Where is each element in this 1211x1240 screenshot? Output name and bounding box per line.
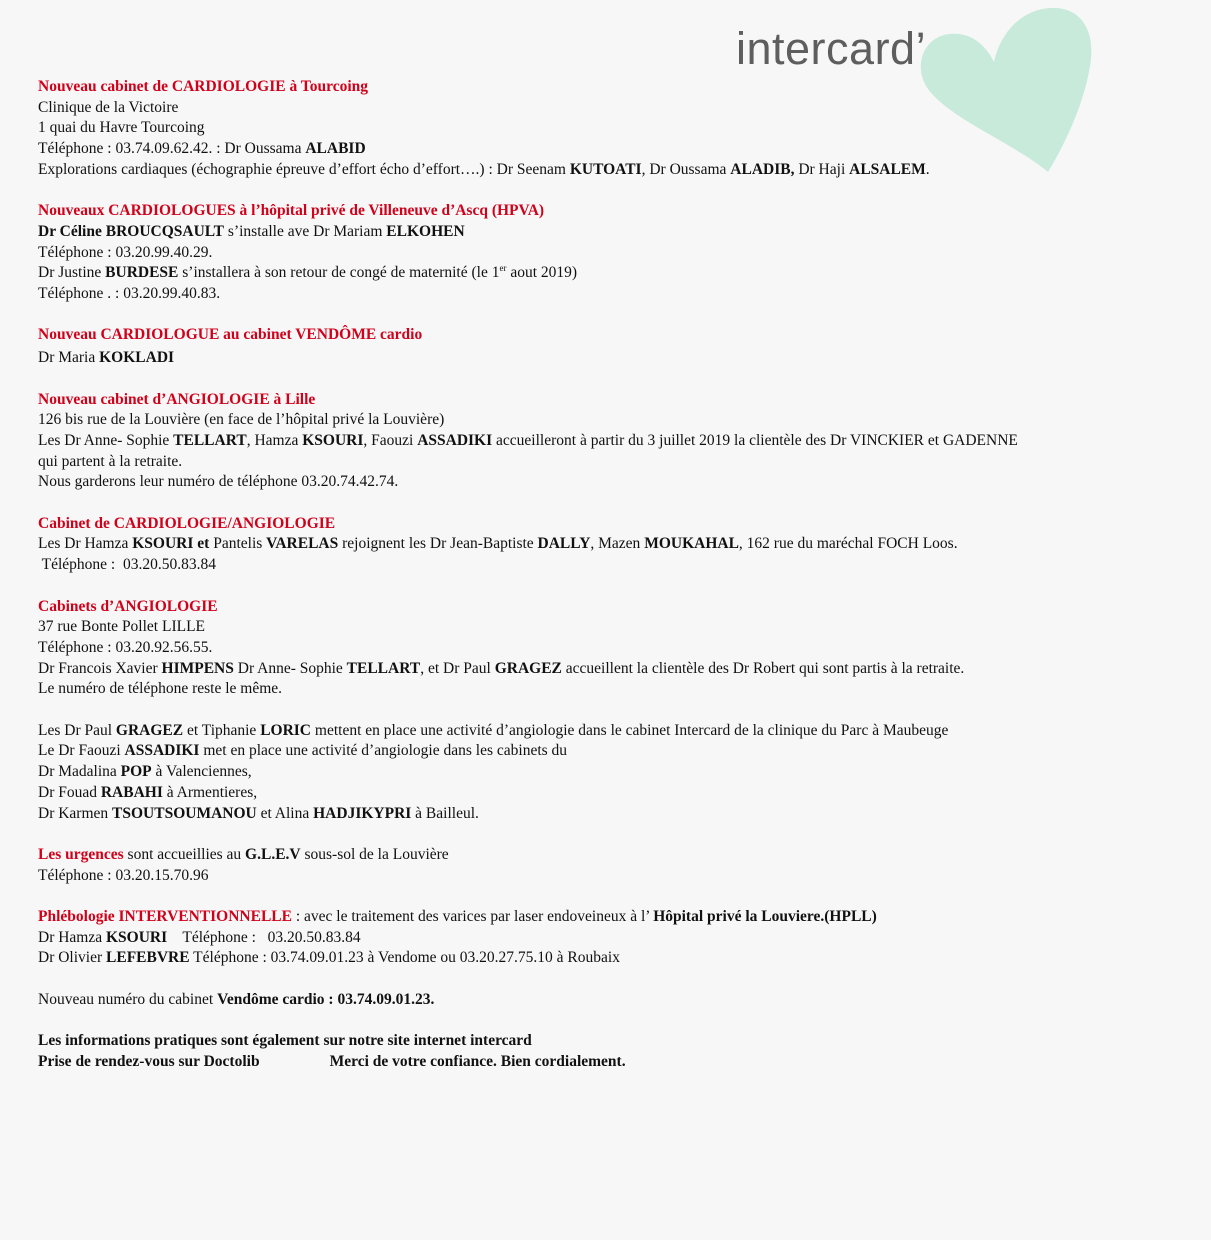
footer-text: Les informations pratiques sont également sur notre site internet intercard — [38, 1032, 532, 1050]
doctor-name: ALABID — [305, 140, 366, 158]
text: à Armentieres, — [162, 783, 258, 801]
text: Téléphone : 03.74.09.62.42. : Dr Oussama — [38, 140, 306, 158]
text: Explorations cardiaques (échographie épreuve d’effort écho d’effort….) : Dr Seenam — [38, 160, 570, 178]
announcement-document — [38, 77, 1158, 1093]
doctor-name: KSOURI et — [132, 535, 210, 553]
text-line: Téléphone : 03.20.99.40.29. — [38, 243, 213, 261]
text: Dr Madalina — [38, 763, 121, 781]
doctor-name: BURDESE — [105, 264, 179, 282]
section-angiology-activities — [38, 721, 1158, 825]
text: aout 2019) — [506, 264, 578, 282]
text: Dr Francois Xavier — [38, 659, 162, 677]
doctor-name: DALLY — [537, 535, 591, 553]
text: et Tiphanie — [183, 721, 261, 739]
text: accueilleront à partir du 3 juillet 2019 la clientèle des Dr VINCKIER et GADENNE — [492, 431, 1018, 449]
text-line — [38, 804, 1158, 825]
footer-line — [38, 1052, 1158, 1073]
doctor-name: ASSADIKI — [417, 431, 493, 449]
text-line — [38, 222, 1158, 243]
section-cardio-angio-loos — [38, 514, 1158, 576]
text: Les Dr Anne- Sophie — [38, 431, 174, 449]
doctor-name: TSOUTSOUMANOU — [112, 804, 257, 822]
text: met en place une activité d’angiologie dans les cabinets du — [199, 742, 568, 760]
doctor-name: Dr Céline BROUCQSAULT — [38, 222, 225, 240]
text: Dr Olivier — [38, 949, 107, 967]
text: sont accueillies au — [123, 845, 246, 863]
text-line — [38, 431, 1158, 452]
text-line — [38, 721, 1158, 742]
text: , Hamza — [246, 431, 303, 449]
section-title: Nouveaux CARDIOLOGUES à l’hôpital privé de Villeneuve d’Ascq (HPVA) — [38, 202, 545, 220]
doctor-name: GRAGEZ — [115, 721, 184, 739]
doctor-name: GRAGEZ — [494, 659, 562, 677]
doctor-name: KOKLADI — [99, 349, 175, 367]
doctor-name: KSOURI — [106, 928, 168, 946]
footer-text: Prise de rendez-vous sur Doctolib — [38, 1052, 260, 1070]
doctor-name: POP — [120, 763, 152, 781]
doctor-name: ALSALEM — [849, 160, 926, 178]
doctor-name: MOUKAHAL — [644, 535, 739, 553]
section-phlebology — [38, 907, 1158, 969]
section-hpva — [38, 201, 1158, 305]
location-name: Hôpital privé la Louviere.(HPLL) — [653, 908, 877, 925]
doctor-name: KSOURI — [302, 431, 364, 449]
text-line: qui partent à la retraite. — [38, 452, 183, 470]
text: Dr Karmen — [38, 804, 113, 822]
text: mettent en place une activité d’angiologie dans le cabinet Intercard de la clinique du Parc à Maubeuge — [311, 721, 949, 739]
section-title: Phlébologie INTERVENTIONNELLE — [38, 908, 292, 925]
text-line — [38, 948, 1158, 969]
text-line: Téléphone : 03.20.92.56.55. — [38, 638, 213, 656]
text-line: 37 rue Bonte Pollet LILLE — [38, 618, 206, 636]
text-line — [38, 160, 1158, 181]
text-line — [38, 659, 1158, 680]
text: s’installera à son retour de congé de maternité (le 1 — [178, 264, 500, 282]
text-line — [38, 139, 1158, 160]
text-line — [38, 990, 1158, 1011]
text: Téléphone : 03.74.09.01.23 à Vendome ou 03.20.27.75.10 à Roubaix — [189, 949, 620, 967]
text: Dr Anne- Sophie — [233, 659, 347, 677]
text: Pantelis — [209, 535, 267, 553]
doctor-name: TELLART — [346, 659, 421, 677]
footer — [38, 1031, 1158, 1072]
text: Dr Hamza — [38, 928, 106, 946]
section-angiology-cabinets — [38, 597, 1158, 701]
intercard-logo: intercard’ — [736, 23, 927, 74]
doctor-name: TELLART — [173, 431, 247, 449]
text-line — [38, 534, 1158, 555]
text: Les Dr Paul — [38, 721, 116, 739]
doctor-name: KUTOATI — [569, 160, 642, 178]
text: Dr Justine — [38, 264, 106, 282]
text-line — [38, 348, 1158, 369]
text: Le Dr Faouzi — [38, 742, 125, 760]
text-line: Le numéro de téléphone reste le même. — [38, 680, 283, 698]
location-name: G.L.E.V — [245, 845, 301, 863]
text-line: Nous garderons leur numéro de téléphone 03.20.74.42.74. — [38, 473, 399, 491]
text: Dr Fouad — [38, 783, 101, 801]
doctor-name: ASSADIKI — [124, 742, 200, 760]
text: Les Dr Hamza — [38, 535, 133, 553]
section-angiology-lille — [38, 390, 1158, 494]
text-line — [38, 928, 1158, 949]
text: , 162 rue du maréchal FOCH Loos. — [738, 535, 958, 553]
doctor-name: LORIC — [260, 721, 312, 739]
text: , Faouzi — [363, 431, 418, 449]
text: . — [925, 160, 930, 178]
phone-number: Vendôme cardio : 03.74.09.01.23. — [217, 990, 435, 1008]
text: sous-sol de la Louvière — [300, 845, 449, 863]
superscript: er — [499, 263, 507, 274]
section-title: Les urgences — [38, 845, 124, 863]
text: à Valenciennes, — [151, 763, 252, 781]
doctor-name: HIMPENS — [161, 659, 234, 677]
doctor-name: VARELAS — [266, 535, 339, 553]
section-title: Cabinet de CARDIOLOGIE/ANGIOLOGIE — [38, 514, 336, 532]
text-line — [38, 907, 1158, 928]
text: : avec le traitement des varices par laser endoveineux à l’ — [291, 908, 654, 925]
text-line: Clinique de la Victoire — [38, 98, 179, 116]
text: et Alina — [256, 804, 314, 822]
section-new-number — [38, 990, 1158, 1011]
text-line — [38, 845, 1158, 866]
text-line — [38, 263, 1158, 284]
doctor-name: ELKOHEN — [386, 222, 465, 240]
doctor-name: HADJIKYPRI — [313, 804, 412, 822]
text-line — [38, 783, 1158, 804]
text: Nouveau numéro du cabinet — [38, 990, 218, 1008]
text: Dr Haji — [794, 160, 850, 178]
text: à Bailleul. — [411, 804, 479, 822]
doctor-name: RABAHI — [100, 783, 163, 801]
text: , Mazen — [590, 535, 645, 553]
section-vendome — [38, 325, 1158, 368]
footer-text: Merci de votre confiance. Bien cordialement. — [329, 1052, 626, 1070]
section-title: Cabinets d’ANGIOLOGIE — [38, 597, 218, 615]
text: , et Dr Paul — [420, 659, 495, 677]
text: s’installe ave Dr Mariam — [224, 222, 387, 240]
section-cardiology-tourcoing — [38, 77, 1158, 181]
text: , Dr Oussama — [641, 160, 731, 178]
section-title: Nouveau cabinet de CARDIOLOGIE à Tourcoing — [38, 78, 369, 95]
text: Dr Maria — [38, 349, 100, 367]
text-line: 126 bis rue de la Louvière (en face de l’hôpital privé la Louvière) — [38, 411, 445, 429]
text: accueillent la clientèle des Dr Robert qui sont partis à la retraite. — [561, 659, 965, 677]
text: rejoignent les Dr Jean-Baptiste — [338, 535, 538, 553]
footer-line — [38, 1031, 1158, 1052]
section-emergencies — [38, 845, 1158, 886]
text-line — [38, 762, 1158, 783]
doctor-name: ALADIB, — [730, 160, 795, 178]
text-line: Téléphone . : 03.20.99.40.83. — [38, 285, 221, 303]
text-line: 1 quai du Havre Tourcoing — [38, 119, 205, 137]
text-line: Téléphone : 03.20.15.70.96 — [38, 866, 209, 884]
doctor-name: LEFEBVRE — [106, 949, 190, 967]
section-title: Nouveau CARDIOLOGUE au cabinet VENDÔME cardio — [38, 326, 423, 344]
section-title: Nouveau cabinet d’ANGIOLOGIE à Lille — [38, 390, 316, 408]
text: Téléphone : 03.20.50.83.84 — [167, 928, 361, 946]
text-line: Téléphone : 03.20.50.83.84 — [38, 556, 216, 574]
text-line — [38, 741, 1158, 762]
